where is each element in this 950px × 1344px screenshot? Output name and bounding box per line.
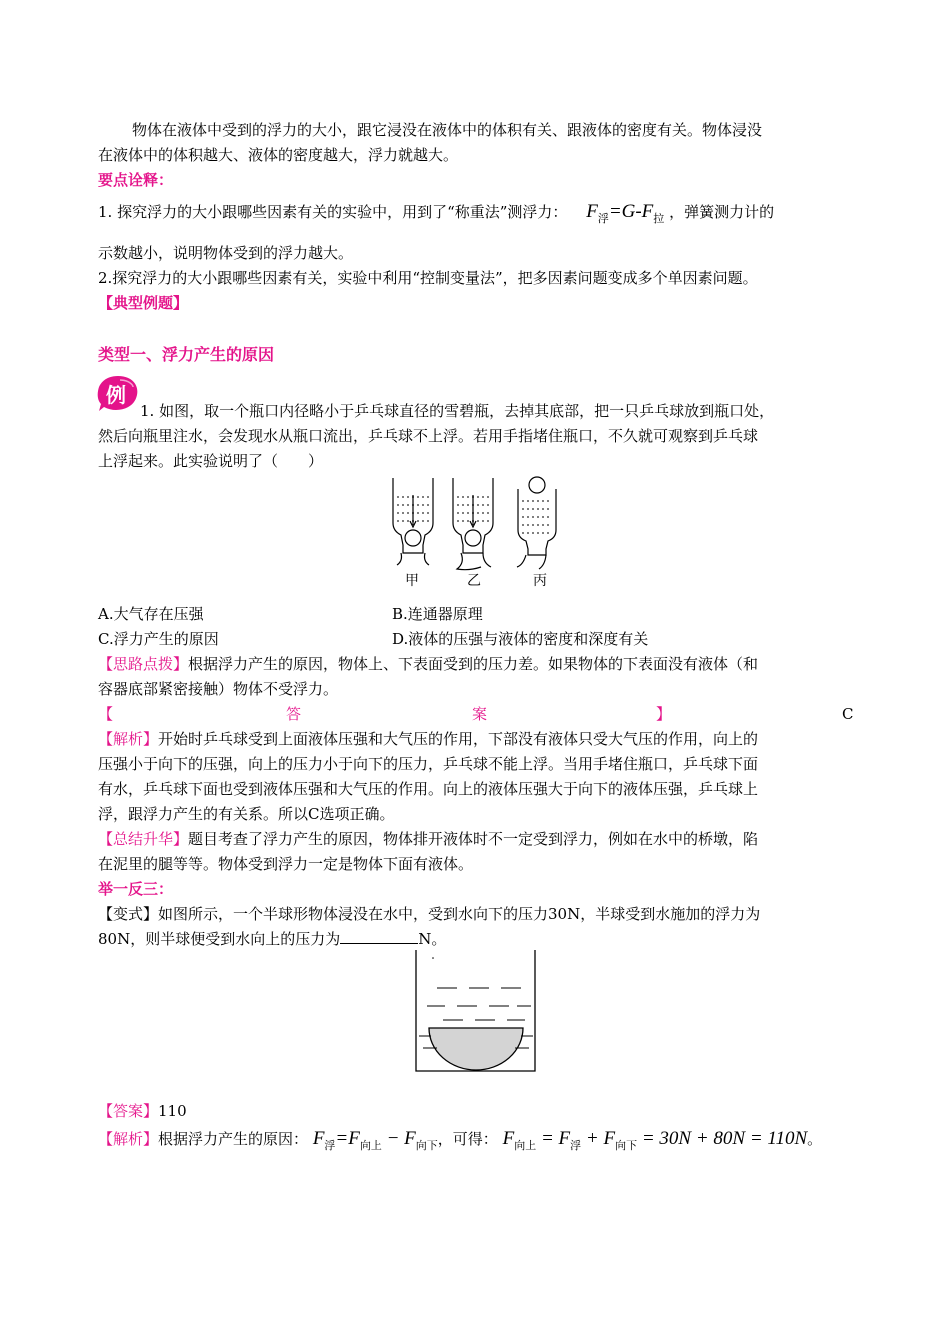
- weighing-formula: $F_浮=G-F_拉$: [586, 201, 665, 225]
- key-points-heading: 要点诠释：: [98, 171, 174, 189]
- intro-line-2: 在液体中的体积越大、液体的密度越大，浮力就越大。: [98, 146, 459, 164]
- intro-line-1: 物体在液体中受到的浮力的大小，跟它浸没在液体中的体积有关、跟液体的密度有关。物体浸没: [132, 121, 763, 139]
- analysis-line-1: 【解析】开始时乒乓球受到上面液体压强和大气压的作用，下部没有液体只受大气压的作用，向上的: [98, 730, 759, 748]
- variant-label: 【变式】: [98, 905, 159, 923]
- hemisphere-diagram: [413, 948, 539, 1074]
- analysis-line-2: 压强小于向下的压强，向上的压力小于向下的压力，乒乓球不能上浮。当用手堵住瓶口，乒乓球下面: [98, 755, 759, 773]
- practice-heading: 举一反三：: [98, 880, 174, 898]
- bottle-experiment-figure: [385, 475, 565, 590]
- answer-value: C: [842, 705, 854, 723]
- analysis-line-4: 浮，跟浮力产生的有关系。所以C选项正确。: [98, 805, 395, 823]
- option-b: B.连通器原理: [392, 605, 483, 623]
- example-badge-icon: [96, 373, 140, 413]
- option-d: D.液体的压强与液体的密度和深度有关: [392, 630, 649, 648]
- summary-line-1: 【总结升华】题目考查了浮力产生的原因，物体排开液体时不一定受到浮力，例如在水中的桥墩，陷: [98, 830, 759, 848]
- practice-answer-value: 110: [158, 1102, 187, 1120]
- key-point-1-line-2: 示数越小，说明物体受到的浮力越大。: [98, 244, 354, 262]
- example1-line-2: 然后向瓶里注水，会发现水从瓶口流出，乒乓球不上浮。若用手指堵住瓶口，不久就可观察到乒乓球: [98, 427, 759, 445]
- answer-blank: [340, 929, 418, 944]
- hint-label: 【思路点拨】: [98, 655, 189, 673]
- figure-label-a: 甲: [405, 573, 419, 589]
- hint-line-1: 【思路点拨】根据浮力产生的原因，物体上、下表面受到的压力差。如果物体的下表面没有液体（和: [98, 655, 759, 673]
- example-badge-label: 例: [106, 383, 126, 407]
- examples-heading: 【典型例题】: [98, 294, 189, 312]
- summary-line-2: 在泥里的腿等等。物体受到浮力一定是物体下面有液体。: [98, 855, 474, 873]
- variant-line-1: 【变式】如图所示，一个半球形物体浸没在水中，受到水向下的压力30N，半球受到水施加的浮力为: [98, 905, 761, 923]
- variant-line-2: 80N，则半球便受到水向上的压力为 N。: [98, 930, 447, 948]
- figure-label-c: 丙: [533, 573, 547, 589]
- example1-line-1: 1. 如图，取一个瓶口内径略小于乒乓球直径的雪碧瓶，去掉其底部，把一只乒乓球放到瓶口处，: [140, 402, 775, 420]
- figure-label-b: 乙: [467, 573, 481, 589]
- key-point-2: 2.探究浮力的大小跟哪些因素有关，实验中利用“控制变量法”，把多因素问题变成多个单因素问题。: [98, 269, 758, 287]
- answer-bracket-open: 【: [98, 705, 114, 723]
- key-point-1-text: 1. 探究浮力的大小跟哪些因素有关的实验中，用到了“称重法”测浮力：: [98, 203, 568, 221]
- buoyancy-cause-formula: $F_浮=F_{向上} - F_{向下}$: [312, 1128, 438, 1152]
- type1-title: 类型一、浮力产生的原因: [98, 345, 275, 364]
- answer-char-2: 案: [472, 705, 488, 723]
- key-point-1-end: ，弹簧测力计的: [669, 203, 775, 221]
- analysis-line-3: 有水，乒乓球下面也受到液体压强和大气压的作用。向上的液体压强大于向下的液体压强，乒乓球上: [98, 780, 759, 798]
- answer-char-1: 答: [286, 705, 302, 723]
- answer-bracket-close: 】: [656, 705, 672, 723]
- example1-line-3: 上浮起来。此实验说明了（ ）: [98, 452, 324, 470]
- hint-line-2: 容器底部紧密接触）物体不受浮力。: [98, 680, 339, 698]
- practice-analysis: 【解析】根据浮力产生的原因： $F_浮=F_{向上} - F_{向下}$，可得： $F_{向上} = F_浮 + F_{向下} = 30N + 80N = 110N$。: [98, 1128, 823, 1152]
- intro-paragraph: [98, 118, 852, 168]
- key-point-1: [98, 198, 852, 233]
- upward-force-formula: $F_{向上} = F_浮 + F_{向下} = 30N + 80N = 110N$: [502, 1128, 808, 1152]
- option-a: A.大气存在压强: [98, 605, 204, 623]
- practice-answer-label: 【答案】: [98, 1102, 159, 1120]
- hemisphere-figure: [413, 948, 539, 1074]
- practice-answer: [98, 1099, 852, 1124]
- analysis-label: 【解析】: [98, 730, 159, 748]
- option-c: C.浮力产生的原因: [98, 630, 219, 648]
- summary-label: 【总结升华】: [98, 830, 189, 848]
- practice-analysis-label: 【解析】: [98, 1130, 159, 1148]
